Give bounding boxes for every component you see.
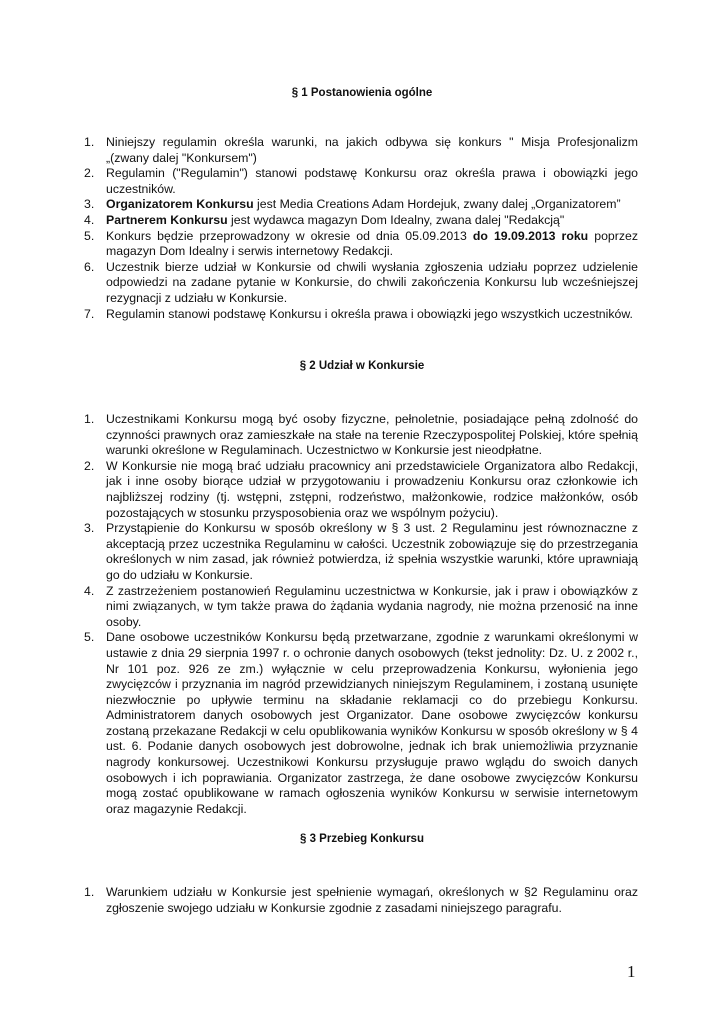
- item-text: Warunkiem udziału w Konkursie jest spełnienie wymagań, określonych w §2 Regulaminu oraz zgłoszenie swojego udziału w Konkursie zgodnie z zasadami niniejszego paragrafu.: [106, 885, 638, 915]
- item-number: 1.: [84, 885, 95, 899]
- item-text: Niniejszy regulamin określa warunki, na jakich odbywa się konkurs " Misja Profesjonalizm „(zwany dalej "Konkursem"): [106, 135, 638, 165]
- item-number: 3.: [84, 197, 95, 212]
- list-item: [84, 584, 638, 631]
- section-2-list: [84, 412, 638, 817]
- item-text: Przystąpienie do Konkursu w sposób określony w § 3 ust. 2 Regulaminu jest równoznaczne z akceptacją przez uczestnika Regulaminu w całości. Uczestnik zobowiązuje się do przestrzegania określonych w nim zasad, jak również potwierdza, iż spełnia wszystkie warunki, które uprawniają go do udziału w Konkursie.: [106, 521, 638, 582]
- list-item: [84, 197, 638, 213]
- item-text: jest wydawca magazyn Dom Idealny, zwana dalej "Redakcją": [227, 212, 565, 227]
- item-text: jest Media Creations Adam Hordejuk, zwany dalej „Organizatorem”: [253, 197, 621, 212]
- section-1-list: [84, 135, 638, 322]
- item-number: 2.: [84, 458, 95, 473]
- item-text: Uczestnikami Konkursu mogą być osoby fizyczne, pełnoletnie, posiadające pełną zdolność do czynności prawnych oraz zamieszkałe na stałe na terenie Rzeczypospolitej Polskiej, które spełnią warunki określone w Regulaminach. Uczestnictwo w Konkursie jest nieodpłatne.: [106, 412, 638, 458]
- item-text: Regulamin stanowi podstawę Konkursu i określa prawa i obowiązki jego wszystkich uczestników.: [106, 306, 633, 321]
- list-item: [84, 630, 638, 817]
- list-item: [84, 521, 638, 583]
- item-bold-text: Organizatorem Konkursu: [106, 197, 254, 212]
- item-text: W Konkursie nie mogą brać udziału pracownicy ani przedstawiciele Organizatora albo Redakcji, jak i inne osoby biorące udział w przygotowaniu i prowadzeniu Konkursu oraz członkowie ich najbliższej rodziny (tj. wstępni, zstępni, rodzeństwo, małżonkowie, rodzice małżonków, osób pozostających w stosunku przysposobienia oraz we wspólnym pożyciu).: [106, 458, 638, 520]
- item-text: Konkurs będzie przeprowadzony w okresie od dnia 05.09.2013: [106, 228, 473, 243]
- list-item: [84, 412, 638, 459]
- item-text: poprzez magazyn Dom Idealny i serwis internetowy Redakcji.: [106, 228, 638, 259]
- item-text: Z zastrzeżeniem postanowień Regulaminu uczestnictwa w Konkursie, jak i praw i obowiązków z nimi związanych, w tym także prawa do żądania wydania nagrody, nie można przenosić na inne osoby.: [106, 583, 638, 629]
- item-number: 4.: [84, 212, 95, 227]
- item-number: 5.: [84, 630, 95, 645]
- page-number: 1: [627, 962, 636, 981]
- list-item: [84, 307, 638, 323]
- item-number: 7.: [84, 306, 95, 321]
- item-number: 1.: [84, 135, 95, 149]
- section-1-heading: § 1 Postanowienia ogólne: [291, 87, 433, 99]
- item-text: Uczestnik bierze udział w Konkursie od chwili wysłania zgłoszenia udziału poprzez udzielenie odpowiedzi na zadane pytanie w Konkursie, do chwili zakończenia Konkursu lub wcześniejszej rezygnacji z udziału w Konkursie.: [106, 259, 638, 305]
- item-number: 3.: [84, 521, 95, 536]
- list-item: [84, 459, 638, 521]
- item-number: 6.: [84, 259, 95, 274]
- section-3-list: [84, 885, 638, 916]
- section-3-heading: § 3 Przebieg Konkursu: [300, 833, 424, 845]
- list-item: [84, 166, 638, 197]
- list-item: [84, 885, 638, 916]
- section-2-heading: § 2 Udział w Konkursie: [299, 360, 425, 372]
- item-bold-text: Partnerem Konkursu: [106, 212, 228, 227]
- list-item: [84, 213, 638, 229]
- item-number: 4.: [84, 583, 95, 598]
- list-item: [84, 229, 638, 260]
- item-number: 1.: [84, 412, 95, 426]
- item-number: 2.: [84, 166, 95, 181]
- item-text: Regulamin ("Regulamin") stanowi podstawę Konkursu oraz określa prawa i obowiązki jego uczestników.: [106, 166, 638, 196]
- item-text: Dane osobowe uczestników Konkursu będą przetwarzane, zgodnie z warunkami określonymi w ustawie z dnia 29 sierpnia 1997 r. o ochronie danych osobowych (tekst jednolity: Dz. U. z 2002 r., Nr 101 poz. 926 ze zm.) wyłącznie w celu przeprowadzenia Konkursu, wyłonienia jego zwycięzców i przyznania im nagród przewidzianych niniejszym Regulaminem, i zostaną usunięte niezwłocznie po upływie terminu na składanie reklamacji co do przebiegu Konkursu. Administratorem danych osobowych jest Organizator. Dane osobowe zwycięzców konkursu zostaną przekazane Redakcji w celu opublikowania wyników Konkursu w sposób określony w § 4 ust. 6. Podanie danych osobowych jest dobrowolne, jednak ich brak uniemożliwia przyznanie nagrody konkursowej. Uczestnikowi Konkursu przysługuje prawo wglądu do swoich danych osobowych i ich poprawiania. Organizator zastrzega, że dane osobowe zwycięzców Konkursu mogą zostać opublikowane w ramach ogłoszenia wyników Konkursu w serwisie internetowym oraz magazynie Redakcji.: [106, 630, 638, 816]
- item-bold-text: do 19.09.2013 roku: [472, 228, 589, 243]
- list-item: [84, 260, 638, 307]
- list-item: [84, 135, 638, 166]
- item-number: 5.: [84, 228, 95, 243]
